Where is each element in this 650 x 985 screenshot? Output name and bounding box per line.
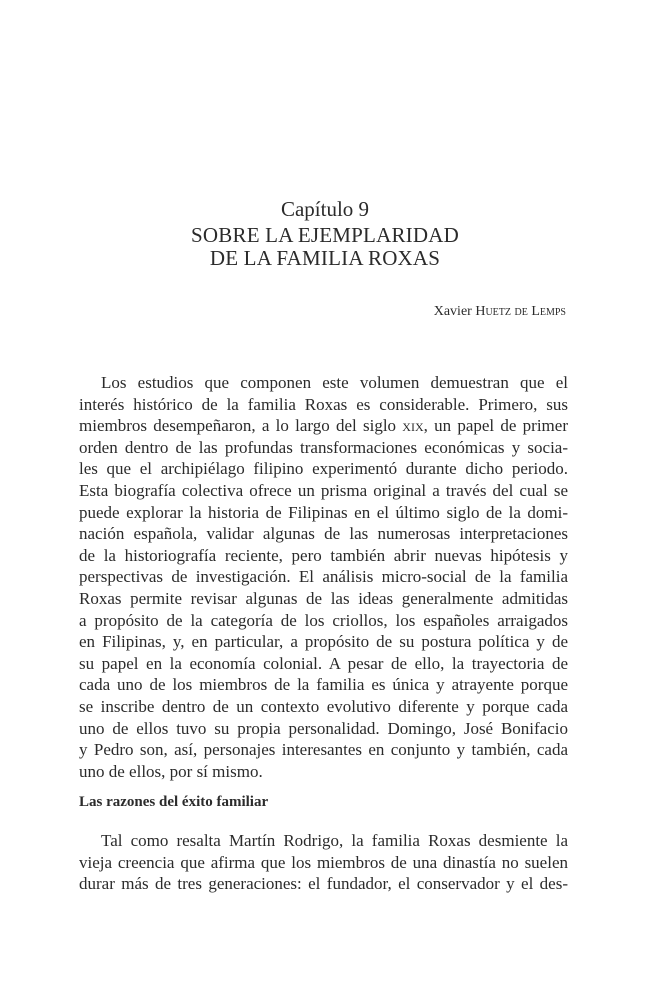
text-line: perspectivas de investigación. El análisis micro-social de la familia xyxy=(79,567,568,587)
text-line: su papel en la economía colonial. A pesar de ello, la trayectoria de xyxy=(79,653,568,673)
text-line: se inscribe dentro de un contexto evolutivo diferente y porque cada xyxy=(79,696,568,716)
text-line: Roxas permite revisar algunas de las ideas generalmente admitidas xyxy=(79,588,568,608)
text-line: Los estudios que componen este volumen demuestran que el xyxy=(101,373,568,392)
author-first-name: Xavier xyxy=(433,304,472,319)
chapter-title-line-1: SOBRE LA EJEMPLARIDAD xyxy=(191,223,459,247)
chapter-title xyxy=(0,224,650,270)
text-line: cada uno de los miembros de la familia es única y atrayente porque xyxy=(79,675,568,695)
author-last-name: Huetz de Lemps xyxy=(475,304,566,319)
text-line: y Pedro son, así, personajes interesantes en conjunto y también, cada xyxy=(79,740,568,760)
text-line: en Filipinas, y, en particular, a propósito de su postura política y de xyxy=(79,632,568,652)
text-line: orden dentro de las profundas transformaciones económicas y socia- xyxy=(79,437,568,457)
text-line: vieja creencia que afirma que los miembros de una dinastía no suelen xyxy=(79,852,568,872)
text-line: durar más de tres generaciones: el fundador, el conservador y el des- xyxy=(79,874,568,894)
text-line: nación española, validar algunas de las numerosas interpretaciones xyxy=(79,524,568,544)
text-line: uno de ellos tuvo su propia personalidad. Domingo, José Bonifacio xyxy=(79,718,568,738)
text-line: interés histórico de la familia Roxas es considerable. Primero, sus xyxy=(79,394,568,414)
text-line: Tal como resalta Martín Rodrigo, la familia Roxas desmiente la xyxy=(101,831,568,850)
text-line: miembros desempeñaron, a lo largo del siglo xix, un papel de primer xyxy=(79,416,568,436)
chapter-number: Capítulo 9 xyxy=(280,197,370,221)
text-line: a propósito de la categoría de los criollos, los españoles arraigados xyxy=(79,610,568,630)
intro-paragraph xyxy=(79,372,568,782)
section-heading: Las razones del éxito familiar xyxy=(79,794,269,810)
author-byline xyxy=(434,303,566,321)
text-line: puede explorar la historia de Filipinas en el último siglo de la domi- xyxy=(79,502,568,522)
chapter-title-line-2: DE LA FAMILIA ROXAS xyxy=(209,246,441,270)
text-line: Esta biografía colectiva ofrece un prisma original a través del cual se xyxy=(79,480,568,500)
section-paragraph xyxy=(79,830,568,895)
text-line: de la historiografía reciente, pero también abrir nuevas hipótesis y xyxy=(79,545,568,565)
century-numeral: xix xyxy=(402,416,424,436)
text-line: les que el archipiélago filipino experimentó durante dicho periodo. xyxy=(79,459,568,479)
text-line: uno de ellos, por sí mismo. xyxy=(79,761,263,781)
